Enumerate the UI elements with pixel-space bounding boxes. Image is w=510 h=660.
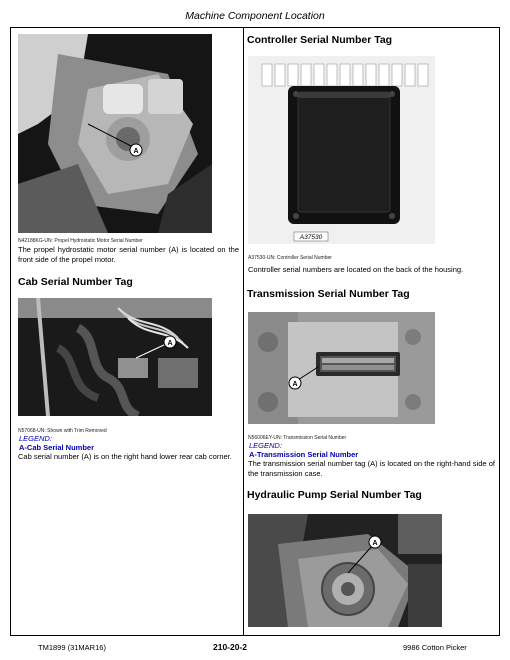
cab-photo	[18, 298, 212, 416]
cab-heading: Cab Serial Number Tag	[18, 276, 133, 288]
cab-callout-a: A	[167, 340, 173, 347]
propel-motor-caption: N42188KG-UN: Propel Hydrostatic Motor Serial Number	[18, 238, 143, 244]
propel-motor-photo	[18, 34, 212, 233]
page-header-title: Machine Component Location	[185, 10, 325, 22]
hydraulic-pump-photo	[248, 514, 442, 627]
hydraulic-pump-heading: Hydraulic Pump Serial Number Tag	[247, 489, 422, 501]
cab-legend-item: A-Cab Serial Number	[19, 443, 95, 452]
footer-document-id: TM1899 (31MAR16)	[38, 643, 106, 652]
propel-motor-callout-a: A	[133, 148, 139, 155]
controller-photo-tag: A37530	[299, 234, 323, 241]
controller-photo	[248, 56, 435, 244]
transmission-photo	[248, 312, 435, 424]
transmission-legend-label: LEGEND:	[249, 441, 282, 450]
cab-legend-label: LEGEND:	[19, 434, 52, 443]
cab-caption: N57068-UN: Shown with Trim Removed	[18, 428, 107, 434]
transmission-legend-item: A-Transmission Serial Number	[249, 450, 359, 459]
controller-text: Controller serial numbers are located on the back of the housing.	[248, 265, 464, 274]
cab-text: Cab serial number (A) is on the right hand lower rear cab corner.	[18, 452, 232, 461]
controller-heading: Controller Serial Number Tag	[247, 34, 393, 46]
footer-product-name: 9986 Cotton Picker	[403, 643, 467, 652]
footer-page-number: 210-20-2	[213, 642, 248, 652]
controller-caption: A37530-UN: Controller Serial Number	[248, 255, 332, 261]
column-divider	[243, 28, 244, 636]
transmission-caption: N56006EY-UN: Transmission Serial Number	[248, 435, 347, 441]
transmission-callout-a: A	[292, 381, 298, 388]
hydraulic-pump-callout-a: A	[372, 540, 378, 547]
transmission-text: The transmission serial number tag (A) is located on the right-hand side of the transmission case.	[248, 459, 495, 478]
transmission-heading: Transmission Serial Number Tag	[247, 288, 410, 300]
propel-motor-text: The propel hydrostatic motor serial number (A) is located on the front side of the propel motor.	[18, 245, 239, 264]
